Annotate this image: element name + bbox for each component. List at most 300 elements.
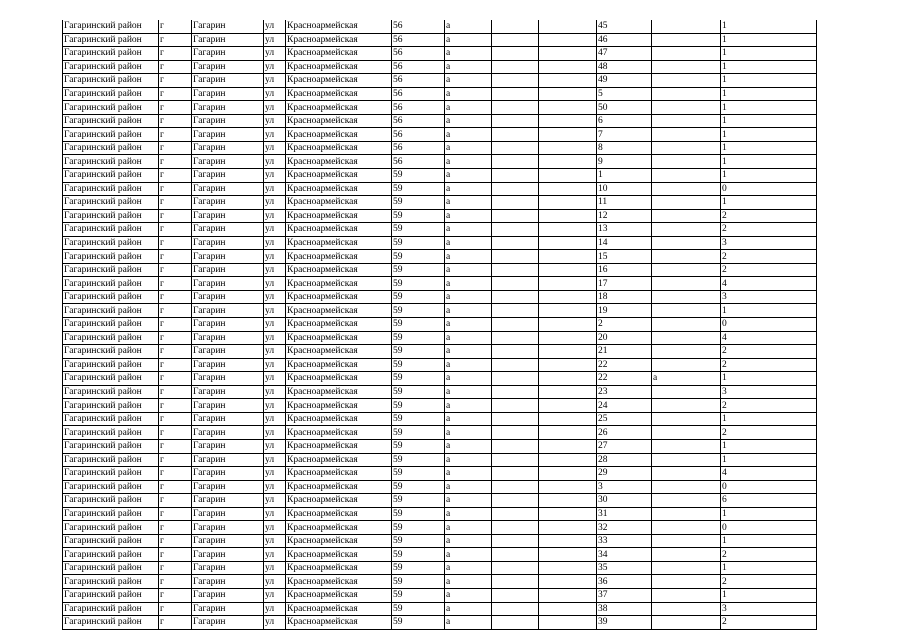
block-cell bbox=[539, 507, 597, 521]
city-cell: Гагарин bbox=[192, 155, 264, 169]
house-cell: 59 bbox=[392, 494, 445, 508]
count-cell: 1 bbox=[721, 304, 817, 318]
count-cell: 1 bbox=[721, 141, 817, 155]
city-cell: Гагарин bbox=[192, 101, 264, 115]
apartment-cell: 22 bbox=[597, 372, 652, 386]
litera-cell: а bbox=[445, 575, 492, 589]
apartment-litera-cell bbox=[652, 33, 721, 47]
house-cell: 59 bbox=[392, 385, 445, 399]
city-cell: Гагарин bbox=[192, 345, 264, 359]
count-cell: 0 bbox=[721, 480, 817, 494]
city-type-cell: г bbox=[159, 290, 192, 304]
street-cell: Красноармейская bbox=[286, 575, 392, 589]
litera-cell: а bbox=[445, 33, 492, 47]
apartment-cell: 20 bbox=[597, 331, 652, 345]
street-type-cell: ул bbox=[264, 155, 286, 169]
district-cell: Гагаринский район bbox=[63, 74, 159, 88]
district-cell: Гагаринский район bbox=[63, 263, 159, 277]
house-cell: 59 bbox=[392, 345, 445, 359]
count-cell: 1 bbox=[721, 60, 817, 74]
street-cell: Красноармейская bbox=[286, 250, 392, 264]
litera-cell: а bbox=[445, 223, 492, 237]
district-cell: Гагаринский район bbox=[63, 588, 159, 602]
block-cell bbox=[539, 494, 597, 508]
count-cell: 4 bbox=[721, 331, 817, 345]
table-row bbox=[63, 169, 817, 183]
street-cell: Красноармейская bbox=[286, 290, 392, 304]
table-row bbox=[63, 480, 817, 494]
table-row bbox=[63, 250, 817, 264]
litera-cell: а bbox=[445, 345, 492, 359]
table-row bbox=[63, 561, 817, 575]
apartment-litera-cell bbox=[652, 507, 721, 521]
street-type-cell: ул bbox=[264, 412, 286, 426]
apartment-cell: 49 bbox=[597, 74, 652, 88]
district-cell: Гагаринский район bbox=[63, 602, 159, 616]
block-cell bbox=[539, 358, 597, 372]
litera-cell: а bbox=[445, 426, 492, 440]
house-cell: 59 bbox=[392, 453, 445, 467]
table-row bbox=[63, 494, 817, 508]
street-type-cell: ул bbox=[264, 20, 286, 33]
city-type-cell: г bbox=[159, 128, 192, 142]
city-cell: Гагарин bbox=[192, 182, 264, 196]
city-type-cell: г bbox=[159, 196, 192, 210]
count-cell: 2 bbox=[721, 209, 817, 223]
street-type-cell: ул bbox=[264, 223, 286, 237]
apartment-cell: 25 bbox=[597, 412, 652, 426]
apartment-cell: 14 bbox=[597, 236, 652, 250]
house-cell: 59 bbox=[392, 372, 445, 386]
street-cell: Красноармейская bbox=[286, 169, 392, 183]
count-cell: 1 bbox=[721, 453, 817, 467]
building-cell bbox=[492, 534, 539, 548]
city-cell: Гагарин bbox=[192, 277, 264, 291]
apartment-litera-cell bbox=[652, 561, 721, 575]
table-row bbox=[63, 263, 817, 277]
city-cell: Гагарин bbox=[192, 196, 264, 210]
street-cell: Красноармейская bbox=[286, 412, 392, 426]
street-cell: Красноармейская bbox=[286, 439, 392, 453]
city-type-cell: г bbox=[159, 561, 192, 575]
apartment-cell: 8 bbox=[597, 141, 652, 155]
building-cell bbox=[492, 399, 539, 413]
street-type-cell: ул bbox=[264, 439, 286, 453]
house-cell: 56 bbox=[392, 47, 445, 61]
street-cell: Красноармейская bbox=[286, 101, 392, 115]
district-cell: Гагаринский район bbox=[63, 155, 159, 169]
street-cell: Красноармейская bbox=[286, 277, 392, 291]
apartment-litera-cell bbox=[652, 616, 721, 630]
city-type-cell: г bbox=[159, 169, 192, 183]
table-row bbox=[63, 602, 817, 616]
street-cell: Красноармейская bbox=[286, 494, 392, 508]
table-row bbox=[63, 399, 817, 413]
apartment-cell: 32 bbox=[597, 521, 652, 535]
table-row bbox=[63, 575, 817, 589]
block-cell bbox=[539, 385, 597, 399]
apartment-litera-cell bbox=[652, 290, 721, 304]
district-cell: Гагаринский район bbox=[63, 33, 159, 47]
count-cell: 1 bbox=[721, 169, 817, 183]
street-cell: Красноармейская bbox=[286, 263, 392, 277]
apartment-litera-cell bbox=[652, 399, 721, 413]
city-cell: Гагарин bbox=[192, 290, 264, 304]
district-cell: Гагаринский район bbox=[63, 141, 159, 155]
house-cell: 56 bbox=[392, 128, 445, 142]
apartment-litera-cell bbox=[652, 534, 721, 548]
table-row bbox=[63, 101, 817, 115]
building-cell bbox=[492, 141, 539, 155]
street-type-cell: ул bbox=[264, 372, 286, 386]
street-type-cell: ул bbox=[264, 467, 286, 481]
table-row bbox=[63, 223, 817, 237]
litera-cell: а bbox=[445, 209, 492, 223]
city-cell: Гагарин bbox=[192, 426, 264, 440]
building-cell bbox=[492, 182, 539, 196]
street-type-cell: ул bbox=[264, 236, 286, 250]
block-cell bbox=[539, 345, 597, 359]
litera-cell: а bbox=[445, 155, 492, 169]
building-cell bbox=[492, 74, 539, 88]
street-cell: Красноармейская bbox=[286, 534, 392, 548]
table-row bbox=[63, 331, 817, 345]
block-cell bbox=[539, 141, 597, 155]
house-cell: 59 bbox=[392, 223, 445, 237]
city-cell: Гагарин bbox=[192, 494, 264, 508]
city-cell: Гагарин bbox=[192, 480, 264, 494]
city-cell: Гагарин bbox=[192, 128, 264, 142]
litera-cell: а bbox=[445, 561, 492, 575]
street-cell: Красноармейская bbox=[286, 209, 392, 223]
house-cell: 56 bbox=[392, 87, 445, 101]
apartment-litera-cell bbox=[652, 602, 721, 616]
block-cell bbox=[539, 196, 597, 210]
apartment-cell: 12 bbox=[597, 209, 652, 223]
address-table bbox=[62, 20, 817, 630]
count-cell: 0 bbox=[721, 521, 817, 535]
street-cell: Красноармейская bbox=[286, 87, 392, 101]
city-cell: Гагарин bbox=[192, 304, 264, 318]
building-cell bbox=[492, 128, 539, 142]
count-cell: 0 bbox=[721, 182, 817, 196]
apartment-litera-cell bbox=[652, 196, 721, 210]
building-cell bbox=[492, 480, 539, 494]
district-cell: Гагаринский район bbox=[63, 20, 159, 33]
litera-cell: а bbox=[445, 521, 492, 535]
street-type-cell: ул bbox=[264, 304, 286, 318]
street-cell: Красноармейская bbox=[286, 467, 392, 481]
house-cell: 56 bbox=[392, 141, 445, 155]
table-row bbox=[63, 290, 817, 304]
building-cell bbox=[492, 101, 539, 115]
table-row bbox=[63, 453, 817, 467]
apartment-litera-cell bbox=[652, 521, 721, 535]
street-cell: Красноармейская bbox=[286, 331, 392, 345]
street-type-cell: ул bbox=[264, 345, 286, 359]
table-row bbox=[63, 439, 817, 453]
house-cell: 56 bbox=[392, 155, 445, 169]
building-cell bbox=[492, 575, 539, 589]
city-cell: Гагарин bbox=[192, 74, 264, 88]
block-cell bbox=[539, 426, 597, 440]
street-type-cell: ул bbox=[264, 534, 286, 548]
table-row bbox=[63, 358, 817, 372]
city-type-cell: г bbox=[159, 467, 192, 481]
city-cell: Гагарин bbox=[192, 236, 264, 250]
apartment-cell: 2 bbox=[597, 318, 652, 332]
table-body bbox=[63, 20, 817, 629]
city-type-cell: г bbox=[159, 141, 192, 155]
apartment-cell: 33 bbox=[597, 534, 652, 548]
block-cell bbox=[539, 101, 597, 115]
district-cell: Гагаринский район bbox=[63, 521, 159, 535]
apartment-cell: 22 bbox=[597, 358, 652, 372]
city-cell: Гагарин bbox=[192, 548, 264, 562]
block-cell bbox=[539, 588, 597, 602]
city-type-cell: г bbox=[159, 494, 192, 508]
district-cell: Гагаринский район bbox=[63, 439, 159, 453]
city-type-cell: г bbox=[159, 101, 192, 115]
count-cell: 3 bbox=[721, 236, 817, 250]
litera-cell: а bbox=[445, 480, 492, 494]
street-cell: Красноармейская bbox=[286, 114, 392, 128]
house-cell: 56 bbox=[392, 20, 445, 33]
city-type-cell: г bbox=[159, 507, 192, 521]
litera-cell: а bbox=[445, 507, 492, 521]
count-cell: 0 bbox=[721, 318, 817, 332]
litera-cell: а bbox=[445, 385, 492, 399]
street-cell: Красноармейская bbox=[286, 223, 392, 237]
street-type-cell: ул bbox=[264, 494, 286, 508]
street-type-cell: ул bbox=[264, 141, 286, 155]
city-cell: Гагарин bbox=[192, 250, 264, 264]
city-cell: Гагарин bbox=[192, 534, 264, 548]
block-cell bbox=[539, 74, 597, 88]
district-cell: Гагаринский район bbox=[63, 250, 159, 264]
district-cell: Гагаринский район bbox=[63, 60, 159, 74]
litera-cell: а bbox=[445, 331, 492, 345]
apartment-cell: 38 bbox=[597, 602, 652, 616]
apartment-cell: 1 bbox=[597, 169, 652, 183]
count-cell: 2 bbox=[721, 426, 817, 440]
apartment-cell: 28 bbox=[597, 453, 652, 467]
block-cell bbox=[539, 290, 597, 304]
building-cell bbox=[492, 236, 539, 250]
city-type-cell: г bbox=[159, 87, 192, 101]
city-type-cell: г bbox=[159, 20, 192, 33]
table-row bbox=[63, 155, 817, 169]
street-type-cell: ул bbox=[264, 521, 286, 535]
building-cell bbox=[492, 223, 539, 237]
table-row bbox=[63, 616, 817, 630]
street-cell: Красноармейская bbox=[286, 60, 392, 74]
litera-cell: а bbox=[445, 304, 492, 318]
apartment-cell: 10 bbox=[597, 182, 652, 196]
block-cell bbox=[539, 412, 597, 426]
house-cell: 59 bbox=[392, 331, 445, 345]
city-type-cell: г bbox=[159, 345, 192, 359]
count-cell: 2 bbox=[721, 250, 817, 264]
count-cell: 1 bbox=[721, 114, 817, 128]
count-cell: 1 bbox=[721, 507, 817, 521]
apartment-cell: 35 bbox=[597, 561, 652, 575]
house-cell: 56 bbox=[392, 74, 445, 88]
block-cell bbox=[539, 575, 597, 589]
city-cell: Гагарин bbox=[192, 588, 264, 602]
count-cell: 3 bbox=[721, 385, 817, 399]
table-row bbox=[63, 60, 817, 74]
litera-cell: а bbox=[445, 74, 492, 88]
litera-cell: а bbox=[445, 182, 492, 196]
city-type-cell: г bbox=[159, 250, 192, 264]
block-cell bbox=[539, 169, 597, 183]
street-cell: Красноармейская bbox=[286, 358, 392, 372]
district-cell: Гагаринский район bbox=[63, 101, 159, 115]
apartment-litera-cell bbox=[652, 155, 721, 169]
count-cell: 1 bbox=[721, 196, 817, 210]
house-cell: 59 bbox=[392, 426, 445, 440]
city-cell: Гагарин bbox=[192, 263, 264, 277]
apartment-litera-cell bbox=[652, 304, 721, 318]
apartment-cell: 30 bbox=[597, 494, 652, 508]
city-cell: Гагарин bbox=[192, 20, 264, 33]
building-cell bbox=[492, 507, 539, 521]
apartment-cell: 46 bbox=[597, 33, 652, 47]
count-cell: 1 bbox=[721, 33, 817, 47]
city-type-cell: г bbox=[159, 412, 192, 426]
apartment-litera-cell bbox=[652, 467, 721, 481]
city-type-cell: г bbox=[159, 426, 192, 440]
city-cell: Гагарин bbox=[192, 575, 264, 589]
litera-cell: а bbox=[445, 250, 492, 264]
block-cell bbox=[539, 521, 597, 535]
city-cell: Гагарин bbox=[192, 169, 264, 183]
block-cell bbox=[539, 439, 597, 453]
count-cell: 2 bbox=[721, 263, 817, 277]
table-row bbox=[63, 277, 817, 291]
street-type-cell: ул bbox=[264, 426, 286, 440]
street-type-cell: ул bbox=[264, 114, 286, 128]
table-row bbox=[63, 588, 817, 602]
apartment-litera-cell bbox=[652, 101, 721, 115]
litera-cell: а bbox=[445, 101, 492, 115]
table-row bbox=[63, 74, 817, 88]
apartment-litera-cell: а bbox=[652, 372, 721, 386]
district-cell: Гагаринский район bbox=[63, 385, 159, 399]
street-type-cell: ул bbox=[264, 47, 286, 61]
street-type-cell: ул bbox=[264, 318, 286, 332]
city-type-cell: г bbox=[159, 372, 192, 386]
street-cell: Красноармейская bbox=[286, 182, 392, 196]
street-cell: Красноармейская bbox=[286, 372, 392, 386]
apartment-cell: 47 bbox=[597, 47, 652, 61]
street-type-cell: ул bbox=[264, 263, 286, 277]
block-cell bbox=[539, 87, 597, 101]
street-cell: Красноармейская bbox=[286, 304, 392, 318]
litera-cell: а bbox=[445, 318, 492, 332]
apartment-cell: 18 bbox=[597, 290, 652, 304]
count-cell: 1 bbox=[721, 87, 817, 101]
street-type-cell: ул bbox=[264, 561, 286, 575]
block-cell bbox=[539, 277, 597, 291]
building-cell bbox=[492, 561, 539, 575]
apartment-litera-cell bbox=[652, 318, 721, 332]
building-cell bbox=[492, 114, 539, 128]
street-type-cell: ул bbox=[264, 277, 286, 291]
block-cell bbox=[539, 467, 597, 481]
street-cell: Красноармейская bbox=[286, 588, 392, 602]
apartment-litera-cell bbox=[652, 141, 721, 155]
district-cell: Гагаринский район bbox=[63, 169, 159, 183]
district-cell: Гагаринский район bbox=[63, 345, 159, 359]
block-cell bbox=[539, 616, 597, 630]
street-type-cell: ул bbox=[264, 575, 286, 589]
building-cell bbox=[492, 277, 539, 291]
street-cell: Красноармейская bbox=[286, 47, 392, 61]
district-cell: Гагаринский район bbox=[63, 534, 159, 548]
house-cell: 59 bbox=[392, 277, 445, 291]
district-cell: Гагаринский район bbox=[63, 426, 159, 440]
table-row bbox=[63, 345, 817, 359]
apartment-litera-cell bbox=[652, 128, 721, 142]
litera-cell: а bbox=[445, 128, 492, 142]
city-cell: Гагарин bbox=[192, 87, 264, 101]
litera-cell: а bbox=[445, 372, 492, 386]
street-cell: Красноармейская bbox=[286, 561, 392, 575]
house-cell: 56 bbox=[392, 114, 445, 128]
house-cell: 59 bbox=[392, 290, 445, 304]
house-cell: 59 bbox=[392, 616, 445, 630]
building-cell bbox=[492, 318, 539, 332]
table-row bbox=[63, 412, 817, 426]
count-cell: 2 bbox=[721, 575, 817, 589]
litera-cell: а bbox=[445, 588, 492, 602]
district-cell: Гагаринский район bbox=[63, 223, 159, 237]
street-type-cell: ул bbox=[264, 196, 286, 210]
district-cell: Гагаринский район bbox=[63, 548, 159, 562]
street-cell: Красноармейская bbox=[286, 236, 392, 250]
apartment-cell: 19 bbox=[597, 304, 652, 318]
apartment-litera-cell bbox=[652, 114, 721, 128]
building-cell bbox=[492, 304, 539, 318]
block-cell bbox=[539, 263, 597, 277]
district-cell: Гагаринский район bbox=[63, 494, 159, 508]
apartment-litera-cell bbox=[652, 494, 721, 508]
table-row bbox=[63, 236, 817, 250]
block-cell bbox=[539, 318, 597, 332]
block-cell bbox=[539, 223, 597, 237]
apartment-cell: 3 bbox=[597, 480, 652, 494]
building-cell bbox=[492, 20, 539, 33]
city-cell: Гагарин bbox=[192, 60, 264, 74]
building-cell bbox=[492, 250, 539, 264]
block-cell bbox=[539, 60, 597, 74]
house-cell: 59 bbox=[392, 236, 445, 250]
table-row bbox=[63, 534, 817, 548]
count-cell: 1 bbox=[721, 372, 817, 386]
litera-cell: а bbox=[445, 548, 492, 562]
apartment-cell: 26 bbox=[597, 426, 652, 440]
district-cell: Гагаринский район bbox=[63, 290, 159, 304]
house-cell: 59 bbox=[392, 467, 445, 481]
count-cell: 2 bbox=[721, 345, 817, 359]
apartment-cell: 11 bbox=[597, 196, 652, 210]
apartment-litera-cell bbox=[652, 439, 721, 453]
apartment-litera-cell bbox=[652, 236, 721, 250]
table-row bbox=[63, 182, 817, 196]
table-row bbox=[63, 209, 817, 223]
